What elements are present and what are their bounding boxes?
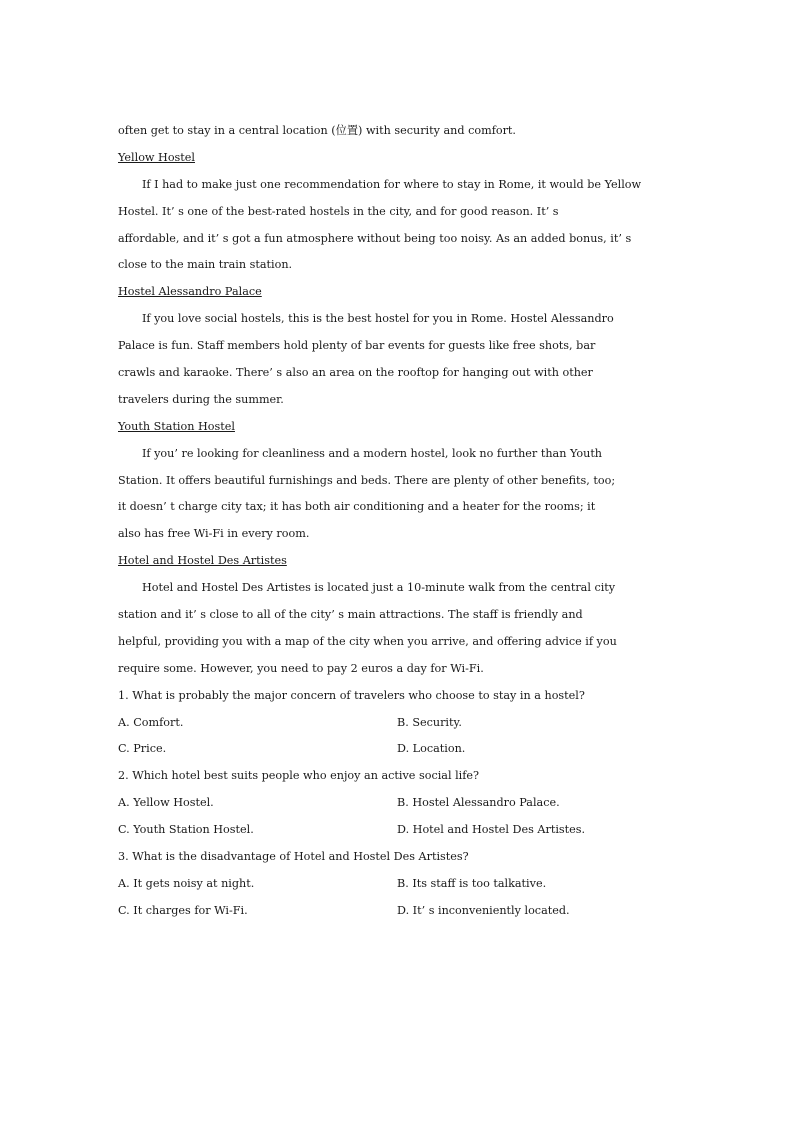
paragraph-line: require some. However, you need to pay 2 euros a day for Wi-Fi. bbox=[118, 661, 484, 675]
option-a: A. Comfort. bbox=[118, 715, 184, 729]
paragraph-line: Hostel. It’ s one of the best-rated hostels in the city, and for good reason. It’ s bbox=[118, 204, 559, 218]
option-row bbox=[118, 817, 678, 844]
option-d: D. Hotel and Hostel Des Artistes. bbox=[397, 823, 586, 837]
option-a: A. Yellow Hostel. bbox=[118, 796, 214, 810]
option-row bbox=[118, 790, 678, 817]
paragraph-line: Hotel and Hostel Des Artistes is located just a 10-minute walk from the central city bbox=[142, 581, 616, 595]
paragraph-line: If you love social hostels, this is the best hostel for you in Rome. Hostel Alessandro bbox=[142, 312, 614, 326]
question-stem: 2. Which hotel best suits people who enjoy an active social life? bbox=[118, 769, 480, 783]
paragraph-line: travelers during the summer. bbox=[118, 392, 284, 406]
question-stem: 1. What is probably the major concern of travelers who choose to stay in a hostel? bbox=[118, 688, 585, 702]
section-heading-youth-station-hostel: Youth Station Hostel bbox=[118, 419, 235, 433]
paragraph-line: station and it’ s close to all of the city’ s main attractions. The staff is friendly and bbox=[118, 608, 583, 622]
paragraph-line: it doesn’ t charge city tax; it has both air conditioning and a heater for the rooms; it bbox=[118, 500, 596, 514]
option-c: C. It charges for Wi-Fi. bbox=[118, 903, 248, 917]
option-b: B. Hostel Alessandro Palace. bbox=[397, 796, 560, 810]
option-a: A. It gets noisy at night. bbox=[118, 876, 255, 890]
option-d: D. Location. bbox=[397, 742, 466, 756]
intro-tail-line: often get to stay in a central location (位置) with security and comfort. bbox=[118, 124, 516, 137]
paragraph-line: also has free Wi-Fi in every room. bbox=[118, 527, 310, 541]
section-heading-yellow-hostel: Yellow Hostel bbox=[118, 150, 195, 164]
paragraph-line: Palace is fun. Staff members hold plenty of bar events for guests like free shots, bar bbox=[118, 339, 596, 353]
question-stem: 3. What is the disadvantage of Hotel and Hostel Des Artistes? bbox=[118, 850, 469, 864]
paragraph-line: If you’ re looking for cleanliness and a modern hostel, look no further than Youth bbox=[142, 446, 603, 460]
paragraph-line: affordable, and it’ s got a fun atmosphere without being too noisy. As an added bonus, it’ s bbox=[118, 231, 632, 245]
section-heading-hotel-and-hostel-des-artistes: Hotel and Hostel Des Artistes bbox=[118, 554, 287, 568]
option-b: B. Its staff is too talkative. bbox=[397, 876, 547, 890]
option-b: B. Security. bbox=[397, 715, 462, 729]
paragraph-line: helpful, providing you with a map of the city when you arrive, and offering advice if you bbox=[118, 634, 617, 648]
option-c: C. Youth Station Hostel. bbox=[118, 823, 254, 837]
paragraph-line: If I had to make just one recommendation for where to stay in Rome, it would be Yellow bbox=[142, 177, 642, 191]
option-c: C. Price. bbox=[118, 742, 167, 756]
section-heading-hostel-alessandro-palace: Hostel Alessandro Palace bbox=[118, 285, 262, 299]
document-page bbox=[118, 118, 678, 925]
paragraph-line: Station. It offers beautiful furnishings and beds. There are plenty of other benefits, too; bbox=[118, 473, 616, 487]
paragraph-line: crawls and karaoke. There’ s also an area on the rooftop for hanging out with other bbox=[118, 366, 593, 380]
option-d: D. It’ s inconveniently located. bbox=[397, 903, 570, 917]
option-row bbox=[118, 898, 678, 925]
paragraph-line: close to the main train station. bbox=[118, 258, 293, 272]
option-row bbox=[118, 736, 678, 763]
option-row bbox=[118, 871, 678, 898]
option-row bbox=[118, 710, 678, 737]
